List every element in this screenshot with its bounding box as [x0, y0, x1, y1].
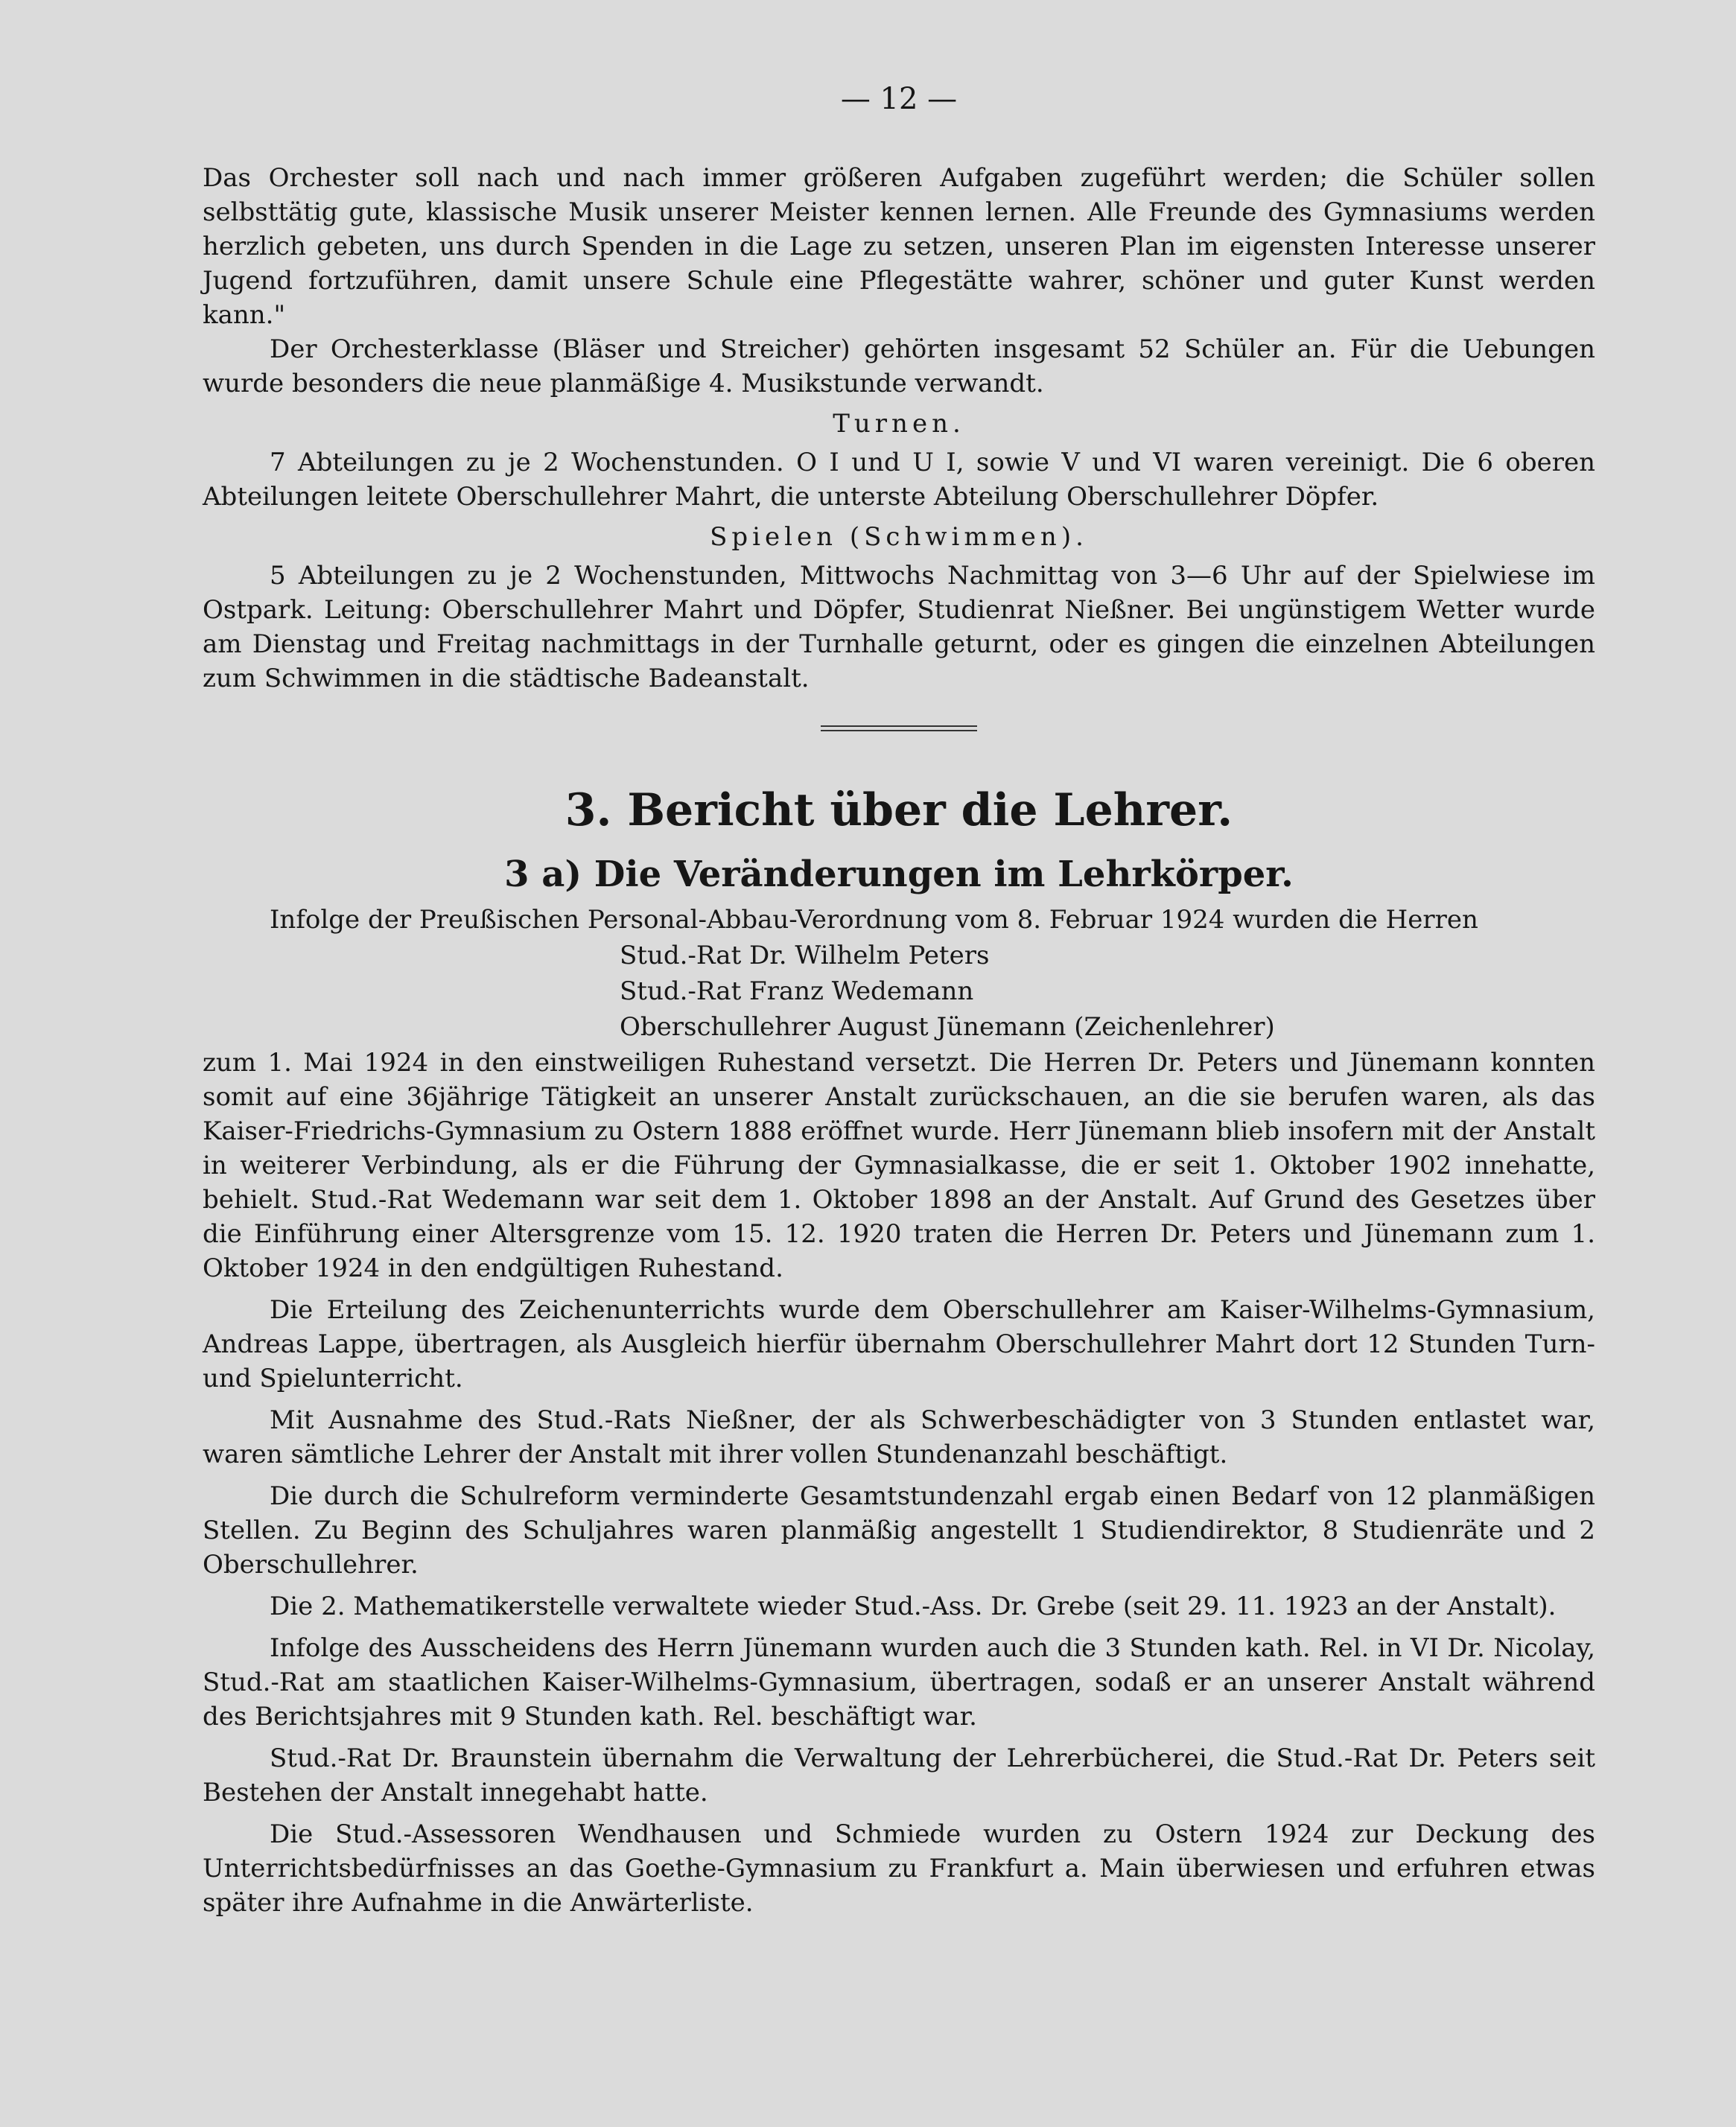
text-block — [203, 82, 1595, 1920]
retired-teacher-name: Stud.-Rat Dr. Wilhelm Peters — [620, 941, 990, 970]
page-number: — 12 — — [840, 82, 958, 116]
school-reform-paragraph: Die durch die Schulreform verminderte Gesamtstundenzahl ergab einen Bedarf von 12 planmäßigen Stellen. Zu Beginn des Schuljahres waren planmäßig angestellt 1 Studiendirektor, 8 Studienräte und 2 Oberschullehrer. — [203, 1481, 1595, 1580]
retired-teachers-list — [203, 938, 1595, 1044]
changes-intro: Infolge der Preußischen Personal-Abbau-Verordnung vom 8. Februar 1924 wurden die Herren — [270, 905, 1478, 935]
retired-teacher-name: Oberschullehrer August Jünemann (Zeichenlehrer) — [620, 1012, 1275, 1042]
turnen-paragraph: 7 Abteilungen zu je 2 Wochenstunden. O I und U I, sowie V und VI waren vereinigt. Die 6 oberen Abteilungen leitete Oberschullehrer Mahrt, die unterste Abteilung Oberschullehrer Döpfer. — [203, 448, 1595, 512]
library-paragraph: Stud.-Rat Dr. Braunstein übernahm die Verwaltung der Lehrerbücherei, die Stud.-Rat Dr. Peters seit Bestehen der Anstalt innegehabt hatte. — [203, 1743, 1595, 1808]
subsection-title: 3 a) Die Veränderungen im Lehrkörper. — [504, 853, 1294, 895]
drawing-lessons-paragraph: Die Erteilung des Zeichenunterrichts wurde dem Oberschullehrer am Kaiser-Wilhelms-Gymnasium, Andreas Lappe, übertragen, als Ausgleich hierfür übernahm Oberschullehrer Mahrt dort 12 Stunden Turn- und Spielunterricht. — [203, 1295, 1595, 1393]
spielen-heading: Spielen (Schwimmen). — [710, 522, 1088, 552]
double-rule — [821, 725, 977, 731]
orchestra-paragraph-1: Das Orchester soll nach und nach immer größeren Aufgaben zugeführt werden; die Schüler sollen selbsttätig gute, klassische Musik unserer Meister kennen lernen. Alle Freunde des Gymnasiums werden herzlich gebeten, uns durch Spenden in die Lage zu setzen, unseren Plan im eigensten Interesse unserer Jugend fortzuführen, damit unsere Schule eine Pflegestätte wahrer, schöner und guter Kunst werden kann." — [203, 163, 1595, 330]
exception-paragraph: Mit Ausnahme des Stud.-Rats Nießner, der als Schwerbeschädigter von 3 Stunden entlastet war, waren sämtliche Lehrer der Anstalt mit ihrer vollen Stundenanzahl beschäftigt. — [203, 1405, 1595, 1469]
section-title: 3. Bericht über die Lehrer. — [565, 784, 1233, 836]
mathematics-paragraph: Die 2. Mathematikerstelle verwaltete wieder Stud.-Ass. Dr. Grebe (seit 29. 11. 1923 an der Anstalt). — [270, 1592, 1557, 1621]
turnen-heading: Turnen. — [833, 409, 965, 439]
retired-teacher-name: Stud.-Rat Franz Wedemann — [620, 976, 974, 1006]
orchestra-paragraph-2: Der Orchesterklasse (Bläser und Streicher) gehörten insgesamt 52 Schüler an. Für die Uebungen wurde besonders die neue planmäßige 4. Musikstunde verwandt. — [203, 334, 1595, 398]
assessors-paragraph: Die Stud.-Assessoren Wendhausen und Schmiede wurden zu Ostern 1924 zur Deckung des Unterrichtsbedürfnisses an das Goethe-Gymnasium zu Frankfurt a. Main überwiesen und erfuhren etwas später ihre Aufnahme in die Anwärterliste. — [203, 1819, 1595, 1918]
changes-after-names: zum 1. Mai 1924 in den einstweiligen Ruhestand versetzt. Die Herren Dr. Peters und Jünemann konnten somit auf eine 36jährige Tätigkeit an unserer Anstalt zurückschauen, an die sie berufen waren, als das Kaiser-Friedrichs-Gymnasium zu Ostern 1888 eröffnet wurde. Herr Jünemann blieb insofern mit der Anstalt in weiterer Verbindung, als er die Führung der Gymnasialkasse, die er seit 1. Oktober 1902 innehatte, behielt. Stud.-Rat Wedemann war seit dem 1. Oktober 1898 an der Anstalt. Auf Grund des Gesetzes über die Einführung einer Altersgrenze vom 15. 12. 1920 traten die Herren Dr. Peters und Jünemann zum 1. Oktober 1924 in den endgültigen Ruhestand. — [203, 1048, 1595, 1283]
religion-paragraph: Infolge des Ausscheidens des Herrn Jünemann wurden auch die 3 Stunden kath. Rel. in VI Dr. Nicolay, Stud.-Rat am staatlichen Kaiser-Wilhelms-Gymnasium, übertragen, sodaß er an unserer Anstalt während des Berichtsjahres mit 9 Stunden kath. Rel. beschäftigt war. — [203, 1633, 1595, 1732]
spielen-paragraph: 5 Abteilungen zu je 2 Wochenstunden, Mittwochs Nachmittag von 3—6 Uhr auf der Spielwiese im Ostpark. Leitung: Oberschullehrer Mahrt und Döpfer, Studienrat Nießner. Bei ungünstigem Wetter wurde am Dienstag und Freitag nachmittags in der Turnhalle geturnt, oder es gingen die einzelnen Abteilungen zum Schwimmen in die städtische Badeanstalt. — [203, 561, 1595, 693]
section-divider — [203, 725, 1595, 731]
